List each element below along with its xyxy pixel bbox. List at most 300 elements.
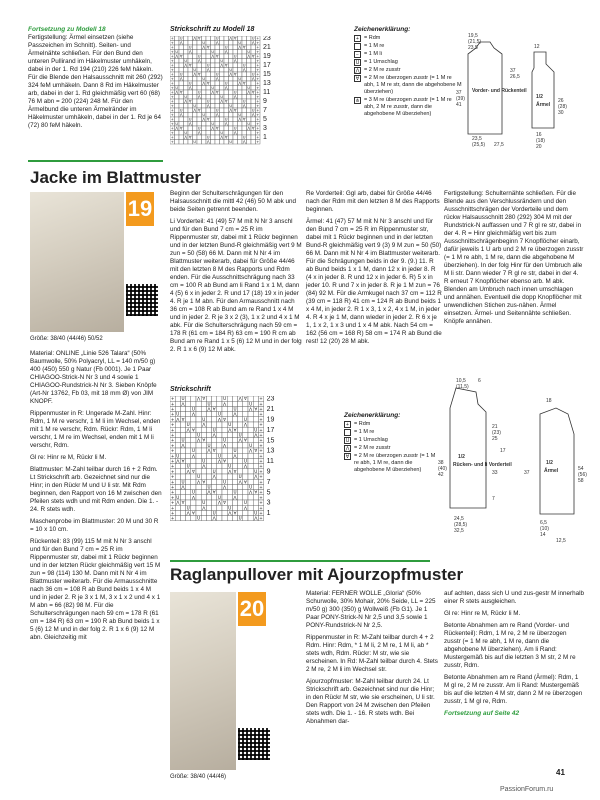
chart18-stitch-symbol: + [256, 45, 260, 50]
m18-s7: 20 [536, 144, 542, 150]
chart18-stitch-symbol: ∀ [252, 90, 255, 95]
m19s-b3: 32,5 [454, 528, 464, 534]
chart18-stitch-symbol: U [233, 54, 237, 59]
chart19-title: Strickschrift [170, 386, 211, 393]
legend18-title: Zeichenerklärung: [354, 26, 411, 33]
chart18-stitch-symbol: + [256, 104, 260, 109]
chart18-stitch-symbol: U [197, 54, 201, 59]
chart19-row-number: 7 [266, 478, 271, 486]
chart19-stitch-symbol: U [217, 411, 221, 417]
chart18-stitch-symbol: U [251, 108, 255, 113]
chart19-row-number: 1 [266, 510, 271, 518]
chart19-stitch-symbol: ⋀ [248, 489, 253, 495]
chart18-stitch-symbol: U [242, 99, 246, 104]
chart19-stitch-symbol: U [207, 442, 211, 448]
chart18-stitch-symbol: ⋀ [242, 104, 246, 109]
chart18-stitch-symbol: ⋀ [206, 140, 210, 145]
chart18-stitch-symbol: + [170, 126, 174, 131]
chart18-stitch-symbol: ⋀ [251, 113, 255, 118]
chart19-stitch-symbol: U [254, 510, 258, 516]
chart18-stitch-symbol: ∀ [225, 63, 228, 68]
chart19-row-number: 23 [266, 396, 275, 403]
chart18-stitch-symbol: ∀ [207, 117, 210, 122]
chart18-stitch-symbol: ⋀ [197, 95, 201, 100]
chart19-stitch-symbol: ⋀ [254, 474, 258, 480]
chart19-row-number: 17 [266, 426, 275, 434]
chart18-stitch-symbol: + [256, 95, 260, 100]
chart19-stitch-symbol: ⋀ [228, 468, 232, 474]
chart19-stitch-symbol: + [170, 448, 175, 454]
chart18-stitch-symbol: U [184, 131, 188, 136]
chart18-stitch-symbol: ∀ [189, 99, 192, 104]
chart18-stitch-symbol: + [256, 99, 260, 104]
chart19-stitch-symbol: U [176, 411, 180, 417]
chart18-stitch-symbol: ⋀ [197, 59, 201, 64]
chart19-stitch-symbol: ⋀ [243, 422, 248, 428]
chart18-stitch-symbol: U [238, 113, 242, 118]
model19-title: Jacke im Blattmuster [30, 168, 202, 187]
chart18-stitch-symbol: ⋀ [175, 54, 179, 59]
chart18-stitch-symbol: + [170, 140, 174, 145]
chart18-stitch-symbol: ∀ [234, 72, 237, 77]
chart18-stitch-symbol: + [170, 41, 174, 46]
chart19-stitch-symbol: U [197, 474, 201, 480]
legend19-item [344, 445, 436, 452]
chart18-stitch-symbol: ⋀ [193, 72, 197, 77]
schematic19-sleeve-label: Ärmel [544, 468, 559, 474]
chart18-stitch-symbol: + [170, 90, 174, 95]
chart19-stitch-symbol: ∀ [212, 448, 216, 454]
legend19-text: = Rdm [354, 421, 371, 427]
legend18-text: = 3 M re überzogen zusstr (= 1 M re abh, 2 M re zusstr, dann die abgehobene M überziehen) [364, 97, 452, 117]
chart19-stitch-symbol: ⋀ [212, 474, 216, 480]
chart19-stitch-symbol: ⋀ [243, 463, 248, 469]
chart18-stitch-symbol: ∀ [252, 126, 255, 131]
legend18-symbol: ∀ [355, 76, 360, 82]
chart19-stitch-symbol: + [170, 427, 175, 433]
chart18-stitch-symbol: ∀ [234, 36, 237, 41]
chart19-stitch-symbol: + [170, 515, 175, 521]
chart19-stitch-symbol: ∀ [181, 500, 185, 506]
chart19-stitch-symbol: U [228, 422, 232, 428]
chart18-stitch-symbol: U [197, 90, 201, 95]
chart19-stitch-symbol: + [259, 494, 263, 500]
chart19-stitch-symbol: + [259, 422, 263, 428]
chart18-stitch-symbol: ∀ [216, 126, 219, 131]
legend18-item [354, 59, 462, 66]
chart19-stitch-symbol: + [170, 484, 175, 490]
chart18-stitch-symbol: ⋀ [211, 126, 215, 131]
chart18-stitch-symbol: ⋀ [238, 81, 242, 86]
m18-s3: (28) [558, 104, 567, 110]
chart19-stitch-symbol: U [212, 468, 216, 474]
chart19-stitch-symbol: + [259, 453, 263, 459]
chart18-stitch-symbol: U [242, 135, 246, 140]
chart19-stitch-symbol: ∀ [243, 479, 247, 485]
legend18-text: = 1 Umschlag [364, 59, 398, 65]
chart18-stitch-symbol: U [229, 68, 233, 73]
chart19-stitch-symbol: + [259, 500, 263, 506]
m19s-t3: 6 [478, 378, 481, 384]
legend18-text: = 1 M li [364, 51, 382, 57]
chart19-row-number: 11 [266, 458, 274, 466]
model20-col2 [444, 590, 584, 718]
chart19-stitch-symbol: ∀ [223, 416, 227, 422]
chart18-row-number: 3 [263, 125, 267, 132]
m19-col2-p1: Beginn der Schulterschrägungen für den Halsausschnitt die mittl 42 (46) 50 M abk und beide Seiten getrennt beenden. [170, 190, 296, 213]
schematic18-sleeve-outline [532, 52, 554, 128]
chart18-stitch-symbol: + [256, 135, 260, 140]
chart18-row-number: 7 [263, 107, 267, 114]
chart18-stitch-symbol: U [233, 126, 237, 131]
chart19-stitch-symbol: ∀ [181, 416, 185, 422]
model19-col3 [306, 190, 442, 350]
chart18-stitch-symbol: ⋀ [247, 54, 251, 59]
m19s-l3: 42 [438, 472, 444, 478]
chart18-stitch-symbol: U [202, 77, 206, 82]
chart19-stitch-symbol: ⋀ [238, 396, 242, 402]
chart18-stitch-symbol: ⋀ [206, 68, 210, 73]
chart18-stitch-symbol: ∀ [234, 108, 237, 113]
chart19-stitch-symbol: U [207, 484, 211, 490]
legend19-text: = 2 M re überzogen zusstr (= 1 M re abh, 1 M re, dann die abgehobene M überziehen) [354, 453, 436, 473]
m19s-s9: 12,5 [556, 538, 566, 544]
chart19-stitch-symbol: + [259, 406, 263, 412]
chart18-stitch-symbol: U [175, 122, 179, 127]
chart18-stitch-symbol: U [179, 108, 183, 113]
chart19-stitch-symbol: + [259, 510, 263, 516]
chart19-stitch-symbol: ⋀ [186, 427, 190, 433]
model20-qr-code [238, 728, 270, 760]
m18-top3: 23,5 [468, 45, 478, 51]
legend19-symbol: U [345, 438, 350, 444]
chart18-stitch-symbol: ⋀ [224, 122, 228, 127]
chart18-stitch-symbol: U [175, 86, 179, 91]
chart19-stitch-symbol: U [207, 401, 211, 407]
chart18-stitch-symbol: ⋀ [238, 117, 242, 122]
chart18-stitch-symbol: ∀ [216, 90, 219, 95]
chart18-stitch-symbol: ⋀ [215, 41, 219, 46]
chart19-stitch-symbol: ∀ [191, 468, 195, 474]
chart18-stitch-symbol: + [256, 122, 260, 127]
chart19-stitch-symbol: U [223, 479, 227, 485]
chart18-stitch-symbol: U [188, 81, 192, 86]
chart18-stitch-symbol: ⋀ [229, 108, 233, 113]
schematic19-sleeve-half: 1/2 [546, 460, 553, 466]
chart19-stitch-symbol: ∀ [233, 468, 237, 474]
chart18-stitch-symbol: ∀ [180, 126, 183, 131]
chart19-stitch-symbol: U [223, 396, 227, 402]
chart18-stitch-symbol: ⋀ [184, 63, 188, 68]
chart18-stitch-symbol: ∀ [198, 36, 201, 41]
m20-material: Material: FERNER WOLLE „Gloria“ (50% Schurwolle, 30% Mohair, 20% Seide, LL = 225 m/50 g) 300 (350) g Wollweiß (Fb G1). Je 1 Paar PONY-Strick-N Nr 2,5 und 3,5 sowie 1 PONY-Rundstrick-N Nr 2,5. [306, 590, 436, 629]
model20-col1 [306, 590, 440, 730]
chart18-stitch-symbol: U [220, 131, 224, 136]
chart18-stitch-symbol: ⋀ [197, 131, 201, 136]
chart18-row-number: 15 [263, 71, 271, 78]
chart19-stitch-symbol: ⋀ [196, 479, 201, 485]
m18-s6: (18) [536, 138, 545, 144]
chart19-stitch-symbol: ⋀ [196, 396, 201, 402]
legend18-text: = 1 M re [364, 43, 385, 49]
m20-col2-p1: auf achten, dass sich U und zus-gestr M innerhalb einer R stets ausgleichen. [444, 590, 585, 605]
m18-b2: (25,5) [472, 142, 486, 148]
chart19-stitch-symbol: U [186, 505, 190, 511]
chart18-stitch-symbol: ∀ [180, 90, 183, 95]
chart18-row-number: 23 [263, 36, 271, 42]
chart18-stitch-symbol: ⋀ [247, 90, 251, 95]
chart18-stitch-symbol: ∀ [207, 45, 210, 50]
chart19-stitch-symbol: ∀ [212, 489, 216, 495]
m19s-s7: (10) [540, 526, 549, 532]
m20-rippen: Rippenmuster in R: M-Zahl teilbar durch 4 + 2 Rdm. Hinr: Rdm, * 1 M li, 2 M re, 1 M li, ab * stets wdh, Rdm. Rückr: M str, wie sie erscheinen. In Rd: M-Zahl teilbar durch 4. Stets 2 M re, 2 M li im Wechsel str. [306, 634, 438, 673]
model20-sizes: Größe: 38/40 (44/46) [170, 774, 227, 780]
chart19-stitch-symbol: U [212, 427, 216, 433]
chart18-stitch-symbol: + [256, 117, 260, 122]
chart19-stitch-symbol: U [217, 494, 221, 500]
chart19-row-number: 9 [266, 468, 271, 476]
chart19-stitch-symbol: ⋀ [228, 510, 232, 516]
chart18-stitch-symbol: ∀ [207, 81, 210, 86]
chart18-stitch-symbol: ∀ [243, 81, 246, 86]
schematic18-front-label: Vorder- und Rückenteil [472, 88, 527, 94]
chart19-stitch-symbol: U [228, 505, 232, 511]
chart19-stitch-symbol: U [243, 458, 247, 464]
schematic18 [454, 28, 594, 150]
chart18-stitch-symbol: U [179, 72, 183, 77]
chart19-stitch-symbol: ⋀ [176, 416, 180, 422]
chart19-stitch-symbol: ⋀ [243, 505, 248, 511]
chart19-stitch-symbol: U [212, 510, 216, 516]
chart19-stitch-symbol: + [259, 416, 263, 422]
chart19-stitch-symbol: ⋀ [191, 494, 196, 500]
m19s-t2: (11,5) [456, 384, 469, 390]
chart18-stitch-symbol: ⋀ [179, 77, 183, 82]
chart18-stitch-symbol: + [170, 54, 174, 59]
legend18-symbol: U [355, 60, 360, 66]
chart18-stitch-symbol: U [193, 68, 197, 73]
chart18-stitch-symbol: + [170, 113, 174, 118]
chart18-stitch-symbol: + [170, 45, 174, 50]
chart18-stitch-symbol: ⋀ [211, 54, 215, 59]
chart19-stitch-symbol: ⋀ [207, 448, 211, 454]
legend19 [344, 412, 436, 475]
chart18-stitch-symbol: U [197, 126, 201, 131]
chart19-stitch-symbol: ⋀ [222, 484, 227, 490]
chart19-stitch-symbol: U [233, 489, 237, 495]
chart18-stitch-symbol: ⋀ [242, 140, 246, 145]
chart18-stitch-symbol: U [193, 140, 197, 145]
chart19-stitch-symbol: U [233, 448, 237, 454]
m20-abnahmen1: Betonte Abnahmen am re Rand (Vorder- und Rückenteil): Rdm, 1 M re, 2 M re überzogen zusstr (= 1 M re abh, 1 M re, dann die abgehobene M überziehen). Am li Rand: Mustergemäß bis auf die letzten 3 M str, 2 M re zusstr, Rdm. [444, 622, 576, 669]
m18-top2: (21,5) [468, 39, 482, 45]
chart18-stitch-symbol: U [211, 86, 215, 91]
chart19-stitch-symbol: ⋀ [217, 458, 222, 464]
chart18-stitch-symbol: + [256, 81, 260, 86]
chart18-stitch-symbol: + [256, 41, 260, 46]
chart19-grid [170, 396, 342, 526]
chart19-stitch-symbol: ⋀ [248, 448, 253, 454]
watermark: PassionForum.ru [500, 786, 554, 793]
m19s-l1: 38 [438, 460, 444, 466]
chart18-row-number: 13 [263, 80, 271, 87]
chart19-stitch-symbol: ⋀ [238, 437, 242, 443]
chart18-stitch-symbol: ⋀ [215, 113, 219, 118]
chart19-stitch-symbol: + [170, 442, 175, 448]
chart19-stitch-symbol: ⋀ [202, 463, 206, 469]
m19-aermel: Ärmel: 41 (47) 57 M mit N Nr 3 anschl und für den Bund 7 cm = 25 R im Rippenmuster str, dabei mit 1 Rückr beginnen und in der letzten Bund-R gleichmäßig vert 9 (3) 9 M zun = 50 (50) 66 M. Dann mit N Nr 4 im Blattmuster weiterarb. Für die Schrägungen beids in der 9. (9.) 11. R ab Bund beids 1 x 1 M, dann 12 x in jeder 8. R (4 x in jeder 8. R und 12 x in jeder 6. R) 5 x in jeder 10. R und 7 x in jeder 8. R je 1 M zun = 76 (84) 92 M. Für die Armkugel nach 37 cm = 112 R (39 cm = 118 R) 41 cm = 124 R ab Bund beids 1 x 4 M, in jeder 2. R 1 x 3, 1 x 2, 4 x 1 M, in jeder 4. R 4 x je 1 M, dann wieder in jeder 2. R 6 x je 1, 1 x 2, 1 x 3 und 1 x 4 M abk. Nach 54 cm = 162 (56 cm = 168 R) 58 cm = 174 R ab Bund die rest! 12 (20) 28 M abk. [306, 218, 442, 345]
chart19-stitch-symbol: ∀ [243, 396, 247, 402]
chart18-stitch-symbol: ⋀ [220, 63, 224, 68]
model19-qr-code [126, 284, 158, 316]
chart18-stitch-symbol: ⋀ [229, 36, 233, 41]
chart18-stitch-symbol: U [238, 77, 242, 82]
chart18-stitch-symbol: U [220, 95, 224, 100]
m19s-b1: 24,5 [454, 516, 464, 522]
chart18-stitch-symbol: + [256, 108, 260, 113]
chart19-stitch-symbol: + [259, 479, 263, 485]
chart19-stitch-symbol: ∀ [254, 406, 258, 412]
chart18-stitch-symbol: ⋀ [224, 50, 228, 55]
chart18-stitch-symbol: U [251, 72, 255, 77]
chart18-stitch-symbol: + [256, 86, 260, 91]
legend19-text: = 2 M re zusstr [354, 445, 391, 451]
chart19-stitch-symbol: U [238, 432, 242, 438]
model20-photo [170, 592, 236, 770]
chart19-stitch-symbol: + [259, 484, 263, 490]
m19s-r6: 7 [492, 496, 495, 502]
m19s-s3: (56) [578, 472, 587, 478]
chart18-row-number: 17 [263, 62, 271, 69]
chart19-stitch-symbol: ⋀ [233, 494, 237, 500]
chart18-stitch-symbol: ∀ [252, 54, 255, 59]
legend18-symbol: + [354, 35, 361, 42]
chart18-stitch-symbol: ⋀ [202, 81, 206, 86]
chart19-stitch-symbol: ⋀ [181, 442, 185, 448]
chart18-stitch-symbol: U [179, 36, 183, 41]
legend19-item [344, 437, 436, 444]
chart18-stitch-symbol: ⋀ [233, 131, 237, 136]
legend19-title: Zeichenerklärung: [344, 412, 401, 419]
chart18-stitch-symbol: U [229, 104, 233, 109]
m19-material: Material: ONLINE „Linie 526 Talara“ (50% Baumwolle, 50% Polyacryl, LL = 140 m/50 g) 400 (450) 550 g Natur (Fb 0001). Je 1 Paar CHIAGOO-Strick-N Nr 3 und 4 sowie 1 CHIAGOO-Rundstrick-N Nr 3. Sieben Knöpfe (Art-Nr 13762, Fb 03, mit 18 mm Ø) von JIM KNOPF. [30, 350, 157, 405]
chart18-stitch-symbol: ⋀ [179, 41, 183, 46]
chart18-stitch-symbol: + [170, 63, 174, 68]
chart19-stitch-symbol: U [197, 432, 201, 438]
chart19-stitch-symbol: U [181, 396, 185, 402]
m18-s2: 26 [558, 98, 564, 104]
legend18-text: = 2 M re zusstr [364, 67, 401, 73]
chart19-stitch-symbol: ∀ [202, 479, 206, 485]
chart18-stitch-symbol: U [188, 45, 192, 50]
chart18-stitch-symbol: + [256, 113, 260, 118]
chart19-stitch-symbol: ⋀ [186, 468, 190, 474]
chart18-stitch-symbol: ⋀ [251, 41, 255, 46]
chart18-stitch-symbol: ⋀ [247, 126, 251, 131]
legend18 [354, 26, 462, 119]
m19s-s8: 14 [540, 532, 546, 538]
chart18-stitch-symbol: + [170, 104, 174, 109]
chart18-stitch-symbol: U [224, 117, 228, 122]
chart19-stitch-symbol: + [170, 416, 175, 422]
chart19-stitch-symbol: ∀ [243, 437, 247, 443]
legend18-symbol [354, 43, 361, 50]
m18-b1: 23,5 [472, 136, 482, 142]
m19-re-vorderteil: Re Vorderteil: Ggl arb, dabei für Größe 44/46 nach der Rdm mit den letzten 8 M des Rapports beginnen. [306, 190, 440, 213]
chart19-stitch-symbol: U [238, 515, 242, 521]
m19s-r5: 33 [492, 470, 498, 476]
chart18-grid [170, 36, 350, 146]
schematic19-half: 1/2 [458, 454, 465, 460]
m20-glre: Gl re: Hinr re M, Rückr li M. [444, 610, 521, 617]
chart18-stitch-symbol: + [256, 90, 260, 95]
chart18-stitch-symbol: + [170, 135, 174, 140]
chart19-stitch-symbol: U [249, 442, 253, 448]
chart19-stitch-symbol: ⋀ [202, 505, 206, 511]
chart19-row-number: 5 [266, 489, 271, 497]
chart19-stitch-symbol: U [243, 500, 247, 506]
chart19-stitch-symbol: U [197, 515, 201, 521]
schematic19 [436, 374, 596, 550]
chart18-stitch-symbol: ⋀ [202, 117, 206, 122]
chart19-stitch-symbol: + [170, 510, 175, 516]
chart18-stitch-symbol: + [256, 63, 260, 68]
chart19-stitch-symbol: + [170, 422, 175, 428]
chart18-stitch-symbol: U [229, 140, 233, 145]
legend19-symbol: ∀ [345, 454, 350, 460]
chart18-stitch-symbol: ⋀ [175, 126, 179, 131]
chart19-stitch-symbol: ⋀ [196, 437, 201, 443]
chart18-stitch-symbol: ⋀ [188, 50, 192, 55]
chart18-stitch-symbol: ⋀ [220, 99, 224, 104]
chart18-stitch-symbol: + [256, 50, 260, 55]
chart18-stitch-symbol: ∀ [243, 45, 246, 50]
chart18-stitch-symbol: U [247, 50, 251, 55]
chart18-stitch-symbol: U [202, 113, 206, 118]
legend19-item [344, 429, 436, 436]
schematic18-sleeve-label: Ärmel [536, 102, 551, 108]
chart19-stitch-symbol: ⋀ [233, 453, 237, 459]
chart18-stitch-symbol: + [256, 59, 260, 64]
legend18-item [354, 75, 462, 96]
chart19-row-number: 3 [266, 499, 271, 507]
model19-photo [30, 192, 124, 332]
chart18-stitch-symbol: ⋀ [238, 45, 242, 50]
chart18-stitch-symbol: + [170, 36, 174, 41]
chart18-stitch-symbol: U [193, 104, 197, 109]
chart19-stitch-symbol: + [170, 458, 175, 464]
chart19-stitch-symbol: ⋀ [254, 432, 258, 438]
chart19-stitch-symbol: ∀ [233, 427, 237, 433]
chart19-stitch-symbol: ⋀ [176, 500, 180, 506]
m19s-r1: 21 [492, 424, 498, 430]
legend19-item [344, 421, 436, 428]
fertigstellung-text: Fertigstellung: Ärmel einsetzen (siehe Passzeichen im Schnitt). Seiten- und Ärmelnähte schließen. Für den Bund den unteren Pullirand im Häkelmuster umhäkeln, dabei in der 1. Rd 194 (210) 226 feM häkeln. Für die Blende den Halsausschnitt mit 260 (292) 324 feM umhäkeln. Dann 8 Rd im Häkelmuster arb, dabei in der 1. Rd gleichmäßig vert 60 (68) 76 M abn = 200 (224) 248 M. Für den Ärmelbund die unteren Ärmelränder im Häkelmuster umhäkeln, dabei in der 1. Rd je 64 (72) 80 feM häkeln. [28, 34, 163, 129]
chart18-stitch-symbol: U [188, 117, 192, 122]
legend18-item [354, 43, 462, 50]
m19-blattmuster: Blattmuster: M-Zahl teilbar durch 16 + 2 Rdm. Lt Strickschrift arb. Gezeichnet sind nur die Hinr; in den Rückr M und U li str. Mit Rdm beginnen, den Rapport von 16 M zwischen den Pfeilen stets wdh und mit Rdm enden. Die 1. - 24. R stets wdh. [30, 466, 162, 513]
chart18-stitch-symbol: U [242, 63, 246, 68]
chart18-stitch-symbol: ⋀ [220, 135, 224, 140]
chart19-stitch-symbol: ⋀ [207, 489, 211, 495]
chart18-stitch-symbol: + [170, 50, 174, 55]
m19s-l2: (40) [438, 466, 447, 472]
chart18-stitch-symbol: ⋀ [211, 90, 215, 95]
chart18-stitch-symbol: U [202, 41, 206, 46]
chart18-stitch-symbol: + [256, 54, 260, 59]
chart18-stitch-symbol: ⋀ [251, 77, 255, 82]
m19s-r3: 25 [492, 436, 498, 442]
